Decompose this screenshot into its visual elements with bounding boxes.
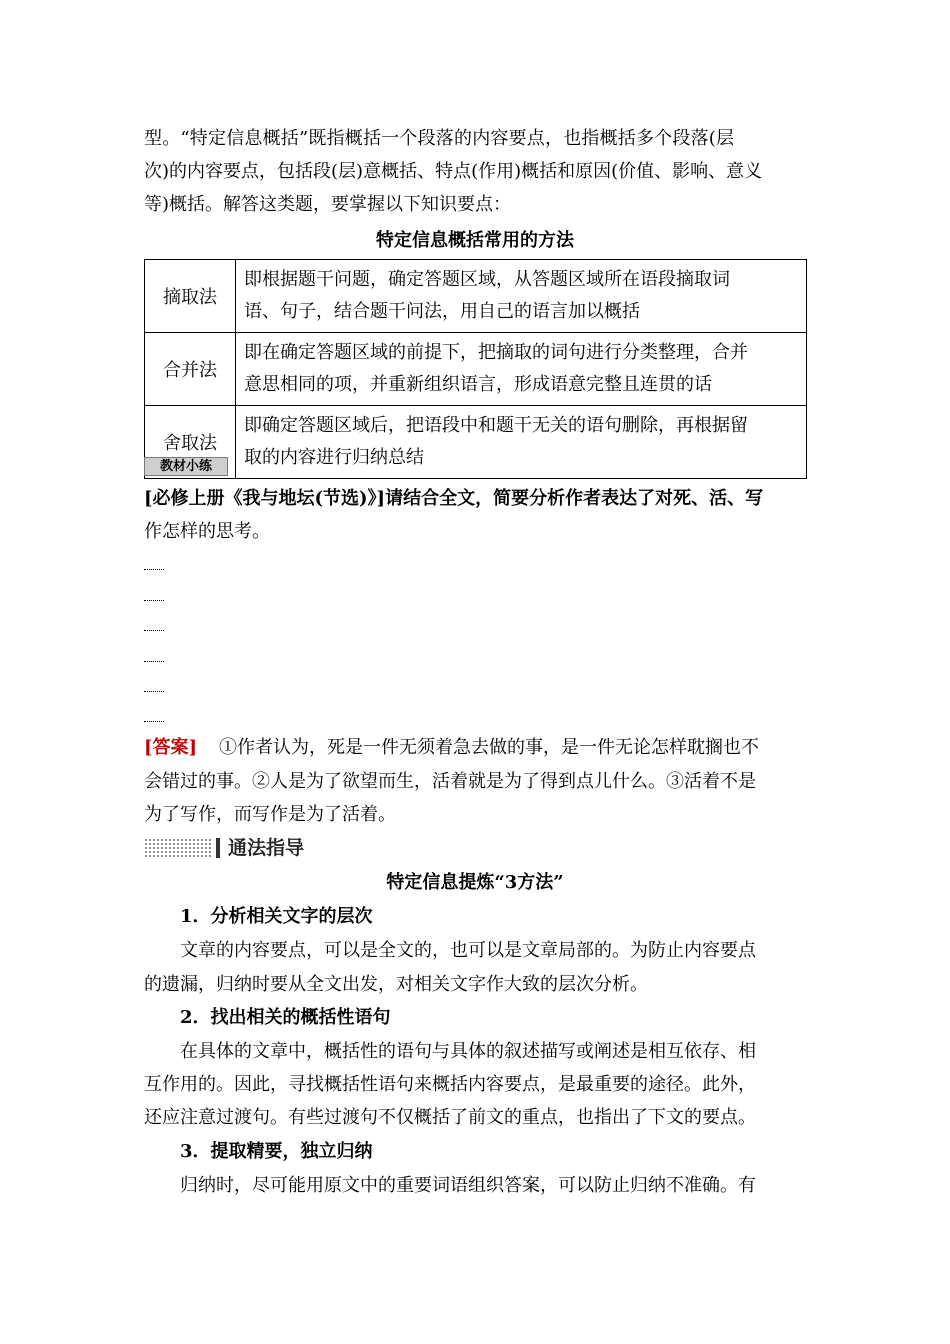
section-title: 特定信息提炼“3方法”	[386, 872, 564, 893]
method-description	[236, 406, 807, 479]
intro-line-2: 次)的内容要点，包括段(层)意概括、特点(作用)概括和原因(价值、影响、意义	[144, 161, 763, 182]
answer-blank-line	[144, 628, 164, 631]
item2-heading: 2．找出相关的概括性语句	[180, 1007, 391, 1028]
item1-line-1: 文章的内容要点，可以是全文的，也可以是文章局部的。为防止内容要点	[180, 940, 756, 961]
method-name: 摘取法	[145, 260, 236, 333]
table-row	[145, 333, 807, 406]
method-name: 合并法	[145, 333, 236, 406]
header-dot-pattern	[144, 838, 212, 858]
method-description-line: 取的内容进行归纳总结	[244, 447, 424, 468]
section-header	[144, 836, 324, 860]
item2-line-2: 互作用的。因此，寻找概括性语句来概括内容要点，是最重要的途径。此外，	[144, 1074, 756, 1095]
method-description	[236, 260, 807, 333]
answer-line-2: 会错过的事。②人是为了欲望而生，活着就是为了得到点儿什么。③活着不是	[144, 771, 756, 792]
answer-blank-line	[144, 689, 164, 692]
question-line-2: 作怎样的思考。	[144, 521, 270, 542]
method-name: 舍取法	[145, 406, 236, 479]
item1-heading: 1．分析相关文字的层次	[180, 906, 373, 927]
answer-label: [答案]	[144, 737, 198, 758]
item3-line-1: 归纳时，尽可能用原文中的重要词语组织答案，可以防止归纳不准确。有	[180, 1175, 756, 1196]
item1-line-2: 的遗漏，归纳时要从全文出发，对相关文字作大致的层次分析。	[144, 974, 648, 995]
exercise-tag: 教材小练	[144, 457, 228, 476]
header-rule	[216, 838, 220, 858]
table-row	[145, 406, 807, 479]
table-title: 特定信息概括常用的方法	[376, 230, 574, 251]
method-description-line: 即确定答题区域后，把语段中和题干无关的语句删除，再根据留	[244, 415, 748, 436]
method-description-line: 即根据题干问题，确定答题区域，从答题区域所在语段摘取词	[244, 269, 730, 290]
answer-blank-line	[144, 719, 164, 722]
question-line-1: [必修上册《我与地坛(节选)》]请结合全文，简要分析作者表达了对死、活、写	[144, 488, 764, 509]
intro-line-3: 等)概括。解答这类题，要掌握以下知识要点：	[144, 194, 512, 215]
method-description	[236, 333, 807, 406]
method-description-line: 意思相同的项，并重新组织语言，形成语意完整且连贯的话	[244, 374, 712, 395]
item2-line-1: 在具体的文章中，概括性的语句与具体的叙述描写或阐述是相互依存、相	[180, 1041, 756, 1062]
answer-blank-line	[144, 598, 164, 601]
methods-table	[144, 259, 807, 479]
method-description-line: 即在确定答题区域的前提下，把摘取的词句进行分类整理，合并	[244, 342, 748, 363]
answer-line-3: 为了写作，而写作是为了活着。	[144, 804, 396, 825]
answer-line-1	[144, 737, 806, 759]
answer-blank-line	[144, 567, 164, 570]
answer-text: ①作者认为，死是一件无须着急去做的事，是一件无论怎样耽搁也不	[219, 737, 760, 758]
answer-blank-line	[144, 659, 164, 662]
method-description-line: 语、句子，结合题干问法，用自己的语言加以概括	[244, 301, 640, 322]
item2-line-3: 还应注意过渡句。有些过渡句不仅概括了前文的重点，也指出了下文的要点。	[144, 1107, 756, 1128]
table-row	[145, 260, 807, 333]
intro-line-1: 型。“特定信息概括”既指概括一个段落的内容要点，也指概括多个段落(层	[144, 128, 735, 149]
section-header-title: 通法指导	[228, 837, 305, 859]
item3-heading: 3．提取精要，独立归纳	[180, 1141, 373, 1162]
